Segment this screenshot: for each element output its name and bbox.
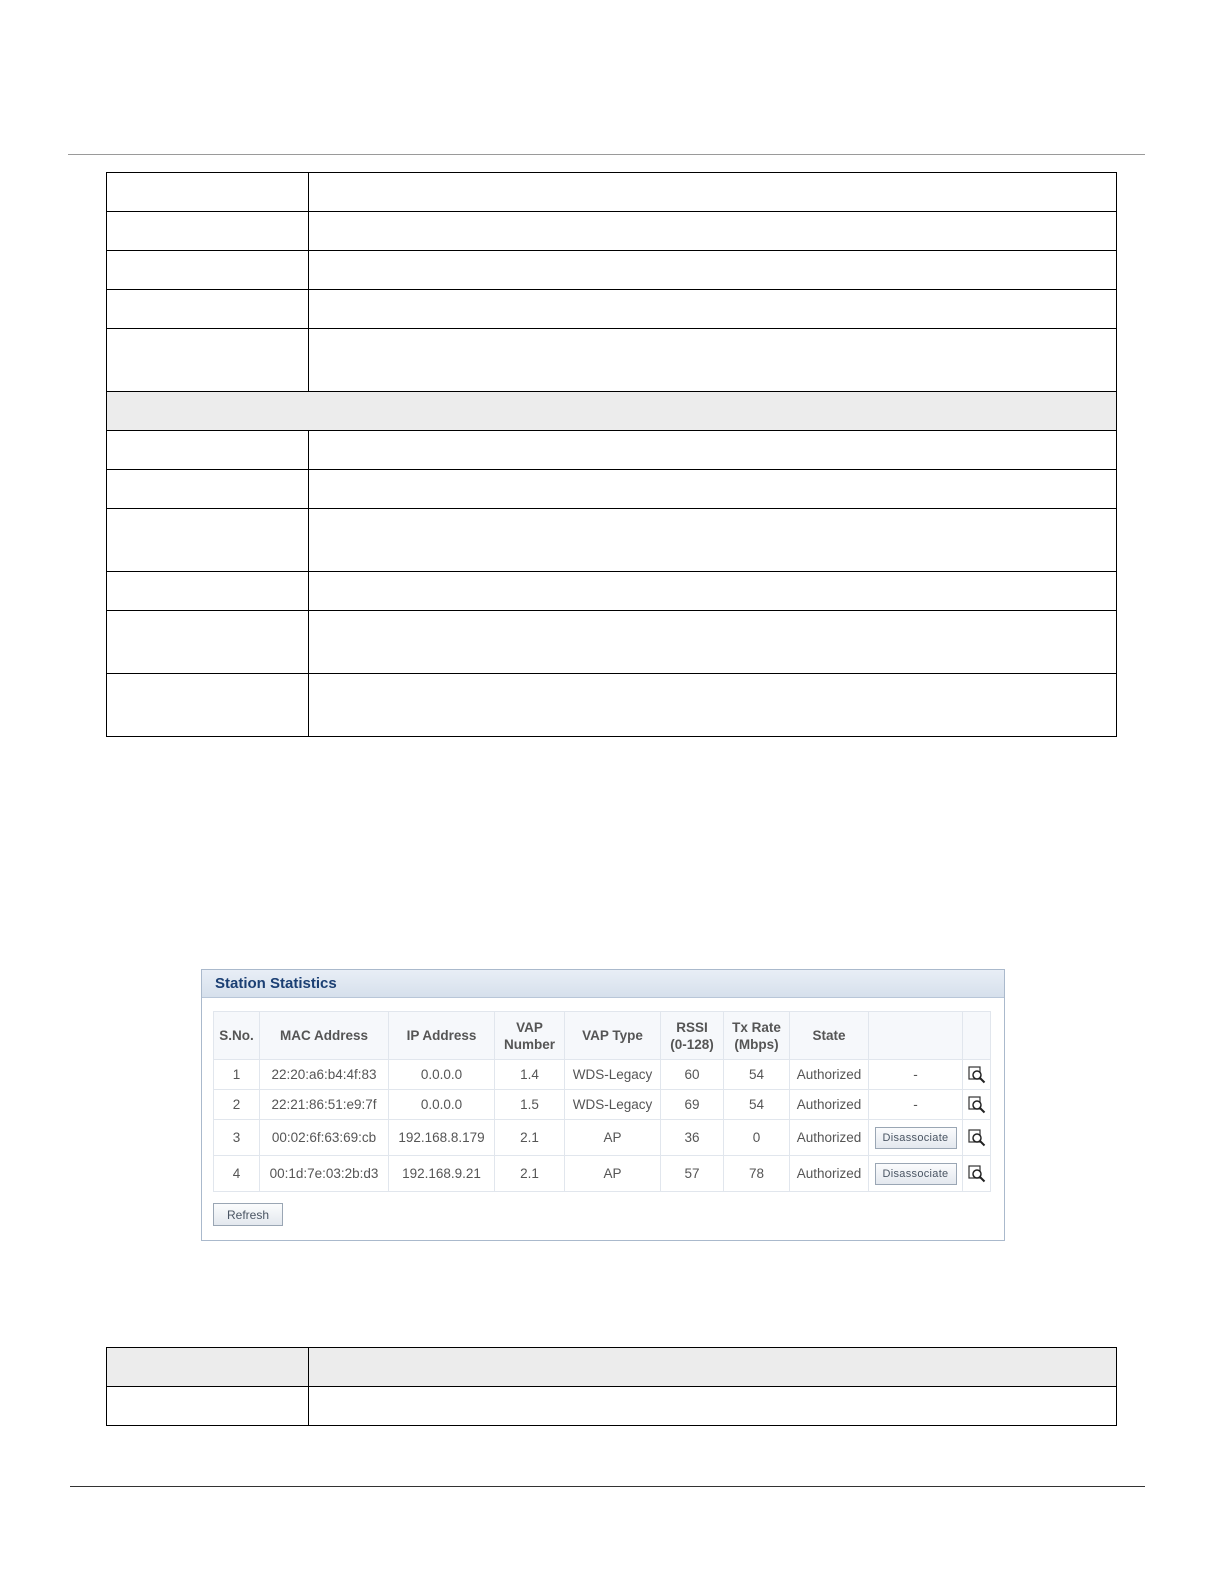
table-row <box>107 251 1117 290</box>
disassociate-button[interactable]: Disassociate <box>875 1127 957 1149</box>
col-ip: IP Address <box>389 1012 495 1060</box>
col-vap-type: VAP Type <box>565 1012 661 1060</box>
parameter-table-1 <box>106 172 1117 737</box>
table-row <box>107 674 1117 737</box>
bottom-rule <box>70 1486 1145 1487</box>
col-state: State <box>790 1012 869 1060</box>
table-row: 4 00:1d:7e:03:2b:d3 192.168.9.21 2.1 AP 57 78 Authorized Disassociate <box>214 1156 991 1192</box>
refresh-button[interactable]: Refresh <box>213 1203 283 1226</box>
table-row <box>107 290 1117 329</box>
table-row <box>107 212 1117 251</box>
table-row: 2 22:21:86:51:e9:7f 0.0.0.0 1.5 WDS-Legacy 69 54 Authorized - <box>214 1090 991 1120</box>
station-statistics-panel <box>201 969 1005 1241</box>
table-section-row <box>107 392 1117 431</box>
magnifier-icon[interactable] <box>968 1129 986 1147</box>
table-row: 3 00:02:6f:63:69:cb 192.168.8.179 2.1 AP 36 0 Authorized Disassociate <box>214 1120 991 1156</box>
action-placeholder: - <box>869 1090 963 1120</box>
parameter-table-2 <box>106 1347 1117 1426</box>
col-tx-rate: Tx Rate (Mbps) <box>724 1012 790 1060</box>
table-row <box>107 509 1117 572</box>
table-row <box>107 611 1117 674</box>
magnifier-icon[interactable] <box>968 1066 986 1084</box>
col-mac: MAC Address <box>260 1012 389 1060</box>
table-row <box>107 329 1117 392</box>
col-detail <box>963 1012 991 1060</box>
table-row: 1 22:20:a6:b4:4f:83 0.0.0.0 1.4 WDS-Legacy 60 54 Authorized - <box>214 1060 991 1090</box>
col-action <box>869 1012 963 1060</box>
col-sno: S.No. <box>214 1012 260 1060</box>
table-row <box>107 173 1117 212</box>
table-row <box>107 1387 1117 1426</box>
top-rule <box>68 154 1145 155</box>
table-row <box>107 431 1117 470</box>
disassociate-button[interactable]: Disassociate <box>875 1163 957 1185</box>
table-header-row <box>214 1012 991 1060</box>
table-header-row <box>107 1348 1117 1387</box>
table-row <box>107 572 1117 611</box>
col-vap-number: VAP Number <box>495 1012 565 1060</box>
magnifier-icon[interactable] <box>968 1165 986 1183</box>
station-table <box>213 1011 991 1192</box>
action-placeholder: - <box>869 1060 963 1090</box>
table-row <box>107 470 1117 509</box>
panel-title: Station Statistics <box>202 970 1004 998</box>
magnifier-icon[interactable] <box>968 1096 986 1114</box>
col-rssi: RSSI (0-128) <box>661 1012 724 1060</box>
